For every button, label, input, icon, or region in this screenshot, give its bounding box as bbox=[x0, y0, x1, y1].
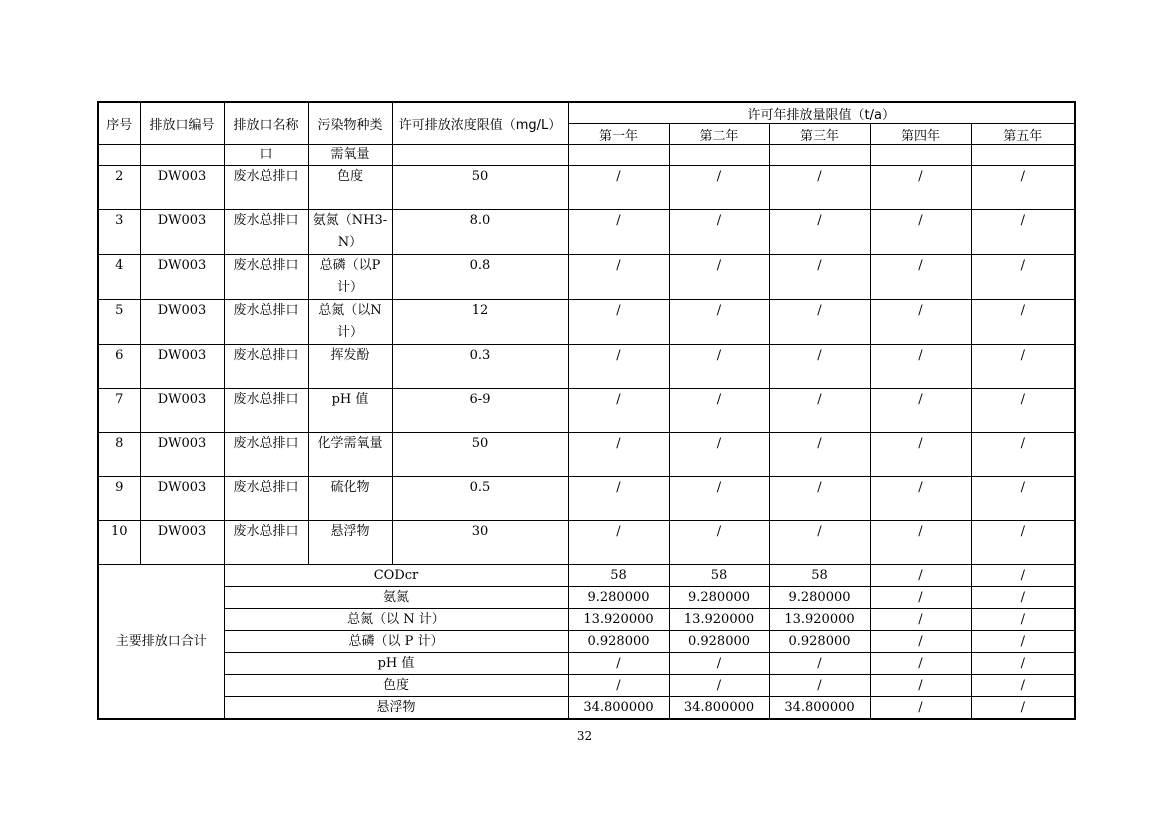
summary-pollutant-cell: 总氮（以 N 计） bbox=[224, 609, 568, 631]
outlet-name-cell: 废水总排口 bbox=[224, 166, 308, 210]
summary-year-value-cell: / bbox=[870, 587, 971, 609]
year-value-cell: / bbox=[971, 300, 1075, 345]
year-value-cell: / bbox=[669, 300, 769, 345]
year-value-cell: / bbox=[769, 521, 870, 565]
summary-pollutant-cell: 总磷（以 P 计） bbox=[224, 631, 568, 653]
outlet-name-cell: 废水总排口 bbox=[224, 345, 308, 389]
summary-year-value-cell: 58 bbox=[669, 565, 769, 587]
summary-year-value-cell: 0.928000 bbox=[669, 631, 769, 653]
summary-row bbox=[98, 675, 1075, 697]
header-outlet-name: 排放口名称 bbox=[224, 102, 308, 145]
year-value-cell: / bbox=[769, 345, 870, 389]
summary-year-value-cell: 9.280000 bbox=[669, 587, 769, 609]
concentration-cell: 12 bbox=[392, 300, 568, 345]
year-value-cell: / bbox=[870, 389, 971, 433]
permit-table bbox=[97, 101, 1076, 720]
outlet-code-cell: DW003 bbox=[140, 433, 224, 477]
seq-cell: 6 bbox=[98, 345, 140, 389]
summary-row bbox=[98, 565, 1075, 587]
year-value-cell: / bbox=[669, 389, 769, 433]
header-year: 第五年 bbox=[971, 124, 1075, 145]
table-row bbox=[98, 255, 1075, 300]
summary-year-value-cell: / bbox=[769, 675, 870, 697]
outlet-name-cell: 废水总排口 bbox=[224, 389, 308, 433]
seq-cell: 10 bbox=[98, 521, 140, 565]
concentration-cell: 8.0 bbox=[392, 210, 568, 255]
outlet-code-cell: DW003 bbox=[140, 255, 224, 300]
year-value-cell: / bbox=[769, 389, 870, 433]
seq-cell: 4 bbox=[98, 255, 140, 300]
summary-year-value-cell: 13.920000 bbox=[769, 609, 870, 631]
outlet-name-cell: 废水总排口 bbox=[224, 521, 308, 565]
pollutant-cell: pH 值 bbox=[308, 389, 392, 433]
seq-cell: 7 bbox=[98, 389, 140, 433]
header-outlet-code: 排放口编号 bbox=[140, 102, 224, 145]
concentration-cell: 0.5 bbox=[392, 477, 568, 521]
summary-year-value-cell: 58 bbox=[568, 565, 669, 587]
header-seq: 序号 bbox=[98, 102, 140, 145]
outlet-name-cell: 废水总排口 bbox=[224, 433, 308, 477]
year-value-cell: / bbox=[769, 300, 870, 345]
seq-cell: 9 bbox=[98, 477, 140, 521]
summary-row bbox=[98, 697, 1075, 720]
year-value-cell: / bbox=[568, 433, 669, 477]
summary-year-value-cell: / bbox=[971, 565, 1075, 587]
year-value-cell: / bbox=[669, 433, 769, 477]
table-row bbox=[98, 345, 1075, 389]
summary-year-value-cell: / bbox=[971, 587, 1075, 609]
year-value-cell: / bbox=[769, 433, 870, 477]
concentration-cell: 30 bbox=[392, 521, 568, 565]
summary-pollutant-cell: 悬浮物 bbox=[224, 697, 568, 720]
year-value-cell: / bbox=[971, 433, 1075, 477]
page-number: 32 bbox=[576, 729, 593, 743]
year-value-cell: / bbox=[669, 210, 769, 255]
header-year: 第四年 bbox=[870, 124, 971, 145]
summary-year-value-cell: / bbox=[971, 675, 1075, 697]
year-value-cell: / bbox=[870, 345, 971, 389]
pollutant-cell: 色度 bbox=[308, 166, 392, 210]
outlet-name-cell: 废水总排口 bbox=[224, 300, 308, 345]
table-row bbox=[98, 521, 1075, 565]
concentration-cell: 6-9 bbox=[392, 389, 568, 433]
summary-year-value-cell: / bbox=[769, 653, 870, 675]
summary-year-value-cell: / bbox=[669, 675, 769, 697]
summary-year-value-cell: / bbox=[870, 631, 971, 653]
outlet-name-cell: 口 bbox=[224, 145, 308, 166]
seq-cell: 2 bbox=[98, 166, 140, 210]
seq-cell: 3 bbox=[98, 210, 140, 255]
year-value-cell: / bbox=[870, 300, 971, 345]
summary-label: 主要排放口合计 bbox=[98, 565, 224, 720]
year-value-cell: / bbox=[568, 255, 669, 300]
year-value-cell: / bbox=[870, 521, 971, 565]
year-value-cell: / bbox=[870, 477, 971, 521]
table-row bbox=[98, 300, 1075, 345]
summary-year-value-cell: / bbox=[870, 675, 971, 697]
header-year: 第二年 bbox=[669, 124, 769, 145]
pollutant-cell: 挥发酚 bbox=[308, 345, 392, 389]
outlet-code-cell: DW003 bbox=[140, 210, 224, 255]
summary-year-value-cell: 0.928000 bbox=[769, 631, 870, 653]
summary-row bbox=[98, 609, 1075, 631]
summary-year-value-cell: 34.800000 bbox=[769, 697, 870, 720]
header-year: 第一年 bbox=[568, 124, 669, 145]
header-year: 第三年 bbox=[769, 124, 870, 145]
table-row bbox=[98, 477, 1075, 521]
summary-year-value-cell: / bbox=[870, 697, 971, 720]
pollutant-cell: 总磷（以P计） bbox=[308, 255, 392, 300]
summary-year-value-cell: 13.920000 bbox=[568, 609, 669, 631]
seq-cell: 5 bbox=[98, 300, 140, 345]
year-value-cell: / bbox=[769, 477, 870, 521]
pollutant-cell: 总氮（以N计） bbox=[308, 300, 392, 345]
summary-row bbox=[98, 631, 1075, 653]
year-value-cell: / bbox=[971, 521, 1075, 565]
table-row bbox=[98, 433, 1075, 477]
year-value-cell: / bbox=[870, 433, 971, 477]
year-value-cell: / bbox=[568, 521, 669, 565]
summary-year-value-cell: / bbox=[669, 653, 769, 675]
summary-year-value-cell: / bbox=[568, 653, 669, 675]
summary-year-value-cell: 58 bbox=[769, 565, 870, 587]
summary-pollutant-cell: 氨氮 bbox=[224, 587, 568, 609]
pollutant-cell: 悬浮物 bbox=[308, 521, 392, 565]
year-value-cell: / bbox=[870, 210, 971, 255]
year-value-cell: / bbox=[568, 389, 669, 433]
year-value-cell: / bbox=[568, 166, 669, 210]
year-value-cell: / bbox=[769, 166, 870, 210]
year-value-cell: / bbox=[971, 477, 1075, 521]
summary-year-value-cell: / bbox=[971, 631, 1075, 653]
year-value-cell: / bbox=[568, 477, 669, 521]
year-value-cell: / bbox=[971, 389, 1075, 433]
summary-year-value-cell: 9.280000 bbox=[769, 587, 870, 609]
continued-row bbox=[98, 145, 1075, 166]
pollutant-cell: 氨氮（NH3-N） bbox=[308, 210, 392, 255]
year-value-cell: / bbox=[971, 255, 1075, 300]
year-value-cell: / bbox=[870, 255, 971, 300]
outlet-code-cell: DW003 bbox=[140, 345, 224, 389]
outlet-name-cell: 废水总排口 bbox=[224, 210, 308, 255]
concentration-cell: 50 bbox=[392, 433, 568, 477]
header-concentration-limit: 许可排放浓度限值（mg/L） bbox=[392, 102, 568, 145]
summary-year-value-cell: 13.920000 bbox=[669, 609, 769, 631]
year-value-cell: / bbox=[769, 255, 870, 300]
year-value-cell: / bbox=[769, 210, 870, 255]
table-row bbox=[98, 166, 1075, 210]
summary-year-value-cell: / bbox=[971, 609, 1075, 631]
outlet-name-cell: 废水总排口 bbox=[224, 255, 308, 300]
summary-pollutant-cell: 色度 bbox=[224, 675, 568, 697]
year-value-cell: / bbox=[669, 521, 769, 565]
year-value-cell: / bbox=[971, 210, 1075, 255]
summary-year-value-cell: / bbox=[870, 565, 971, 587]
year-value-cell: / bbox=[669, 477, 769, 521]
summary-year-value-cell: / bbox=[870, 653, 971, 675]
year-value-cell: / bbox=[669, 166, 769, 210]
summary-year-value-cell: 0.928000 bbox=[568, 631, 669, 653]
year-value-cell: / bbox=[568, 345, 669, 389]
summary-pollutant-cell: CODcr bbox=[224, 565, 568, 587]
outlet-code-cell: DW003 bbox=[140, 166, 224, 210]
outlet-code-cell: DW003 bbox=[140, 389, 224, 433]
summary-year-value-cell: / bbox=[971, 697, 1075, 720]
summary-year-value-cell: / bbox=[568, 675, 669, 697]
seq-cell: 8 bbox=[98, 433, 140, 477]
year-value-cell: / bbox=[568, 300, 669, 345]
summary-year-value-cell: / bbox=[870, 609, 971, 631]
year-value-cell: / bbox=[971, 345, 1075, 389]
summary-year-value-cell: 34.800000 bbox=[669, 697, 769, 720]
summary-year-value-cell: 34.800000 bbox=[568, 697, 669, 720]
table-row bbox=[98, 389, 1075, 433]
table-row bbox=[98, 210, 1075, 255]
year-value-cell: / bbox=[870, 166, 971, 210]
outlet-name-cell: 废水总排口 bbox=[224, 477, 308, 521]
outlet-code-cell: DW003 bbox=[140, 521, 224, 565]
year-value-cell: / bbox=[971, 166, 1075, 210]
outlet-code-cell: DW003 bbox=[140, 300, 224, 345]
summary-pollutant-cell: pH 值 bbox=[224, 653, 568, 675]
pollutant-cell: 需氧量 bbox=[308, 145, 392, 166]
header-pollutant: 污染物种类 bbox=[308, 102, 392, 145]
year-value-cell: / bbox=[669, 345, 769, 389]
header-annual-limit: 许可年排放量限值（t/a） bbox=[568, 102, 1075, 124]
outlet-code-cell: DW003 bbox=[140, 477, 224, 521]
summary-row bbox=[98, 653, 1075, 675]
concentration-cell: 0.8 bbox=[392, 255, 568, 300]
year-value-cell: / bbox=[669, 255, 769, 300]
summary-year-value-cell: 9.280000 bbox=[568, 587, 669, 609]
concentration-cell: 50 bbox=[392, 166, 568, 210]
summary-year-value-cell: / bbox=[971, 653, 1075, 675]
pollutant-cell: 硫化物 bbox=[308, 477, 392, 521]
concentration-cell: 0.3 bbox=[392, 345, 568, 389]
year-value-cell: / bbox=[568, 210, 669, 255]
summary-row bbox=[98, 587, 1075, 609]
pollutant-cell: 化学需氧量 bbox=[308, 433, 392, 477]
